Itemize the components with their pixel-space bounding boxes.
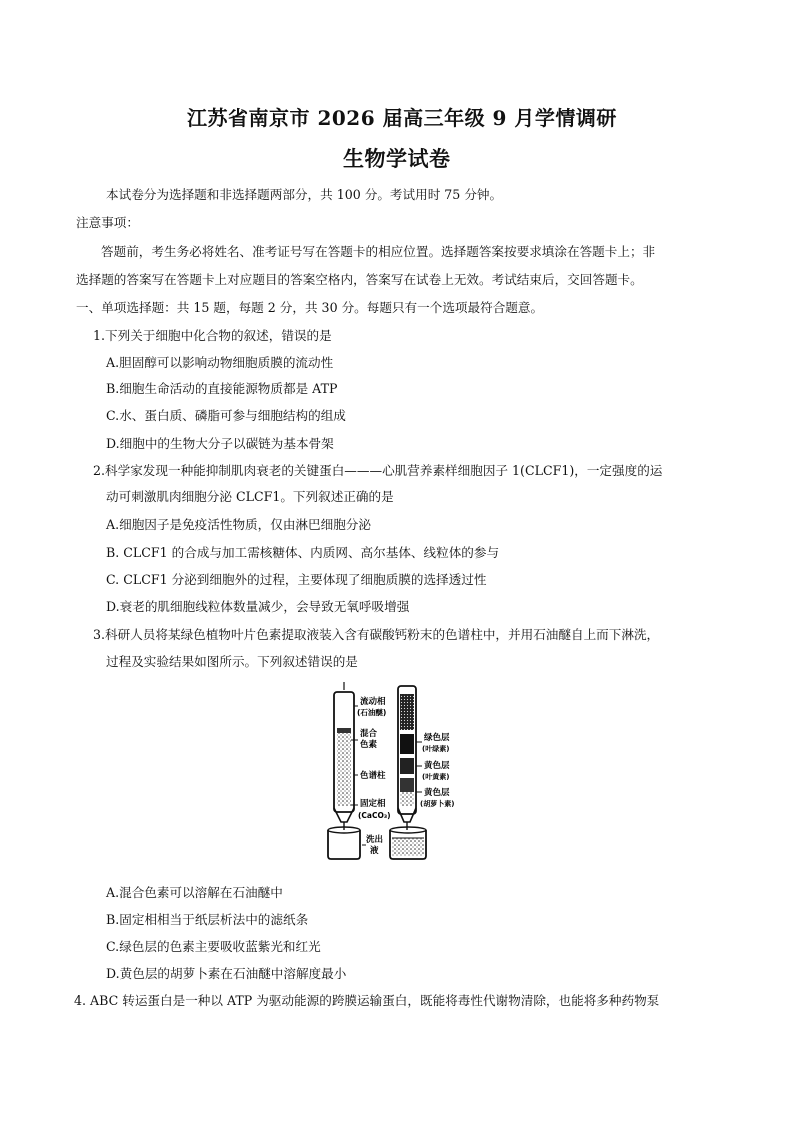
label-mixed-2: 色素 bbox=[360, 740, 378, 750]
page-subtitle: 生物学试卷 bbox=[343, 146, 451, 171]
label-eluent: 洗出 bbox=[366, 835, 384, 845]
q2-option-b: B. CLCF1 的合成与加工需核糖体、内质网、高尔基体、线粒体的参与 bbox=[106, 545, 500, 560]
q3-option-a: A.混合色素可以溶解在石油醚中 bbox=[106, 885, 283, 900]
q3-option-d: D.黄色层的胡萝卜素在石油醚中溶解度最小 bbox=[106, 966, 347, 981]
notice-heading: 注意事项： bbox=[76, 215, 139, 230]
q1-option-c: C.水、蛋白质、磷脂可参与细胞结构的组成 bbox=[106, 408, 346, 423]
q1-option-b: B.细胞生命活动的直接能源物质都是 ATP bbox=[106, 381, 338, 396]
label-yellow-sub-2: (胡萝卜素) bbox=[420, 800, 455, 808]
intro-text: 本试卷分为选择题和非选择题两部分，共 100 分。考试用时 75 分钟。 bbox=[106, 187, 503, 202]
label-mobile-phase-sub: (石油醚) bbox=[357, 708, 387, 717]
q2-option-a: A.细胞因子是免疫活性物质，仅由淋巴细胞分泌 bbox=[106, 517, 371, 532]
notice-line-2: 选择题的答案写在答题卡上对应题目的答案空格内，答案写在试卷上无效。考试结束后，交回答题卡。 bbox=[76, 272, 643, 287]
label-green-layer: 绿色层 bbox=[424, 733, 450, 743]
right-column bbox=[390, 686, 426, 859]
q4-stem-line-1: 4. ABC 转运蛋白是一种以 ATP 为驱动能源的跨膜运输蛋白，既能将毒性代谢物清除，也能将多种药物泵 bbox=[74, 993, 660, 1008]
left-column bbox=[328, 682, 360, 859]
q1-stem: 1.下列关于细胞中化合物的叙述，错误的是 bbox=[93, 328, 332, 343]
page-title: 江苏省南京市 2026 届高三年级 9 月学情调研 bbox=[187, 106, 617, 130]
chromatography-figure bbox=[322, 680, 472, 865]
label-stationary: 固定相 bbox=[360, 799, 386, 809]
label-eluent-2: 液 bbox=[370, 846, 379, 856]
label-yellow-layer-2: 黄色层 bbox=[424, 788, 450, 798]
label-column: 色谱柱 bbox=[360, 771, 386, 781]
label-mobile-phase: 流动相 bbox=[360, 697, 386, 707]
q3-stem-line-1: 3.科研人员将某绿色植物叶片色素提取液装入含有碳酸钙粉末的色谱柱中，并用石油醚自上而下淋洗， bbox=[93, 627, 660, 642]
q2-stem-line-1: 2.科学家发现一种能抑制肌肉衰老的关键蛋白———心肌营养素样细胞因子 1(CLCF1)，一定强度的运 bbox=[93, 463, 663, 478]
q3-option-c: C.绿色层的色素主要吸收蓝紫光和红光 bbox=[106, 939, 321, 954]
q2-option-d: D.衰老的肌细胞线粒体数量减少，会导致无氧呼吸增强 bbox=[106, 599, 410, 614]
label-mixed: 混合 bbox=[360, 729, 378, 739]
label-yellow-layer-1: 黄色层 bbox=[424, 761, 450, 771]
label-green-sub: (叶绿素) bbox=[422, 745, 450, 753]
label-stationary-sub: (CaCO₃) bbox=[358, 811, 391, 820]
label-yellow-sub-1: (叶黄素) bbox=[422, 773, 450, 781]
q2-option-c: C. CLCF1 分泌到细胞外的过程，主要体现了细胞质膜的选择透过性 bbox=[106, 572, 487, 587]
q2-stem-line-2: 动可刺激肌肉细胞分泌 CLCF1。下列叙述正确的是 bbox=[106, 489, 394, 504]
q3-stem-line-2: 过程及实验结果如图所示。下列叙述错误的是 bbox=[106, 654, 358, 669]
q1-option-d: D.细胞中的生物大分子以碳链为基本骨架 bbox=[106, 436, 334, 451]
notice-line-1: 答题前，考生务必将姓名、准考证号写在答题卡的相应位置。选择题答案按要求填涂在答题卡上；非 bbox=[101, 244, 656, 259]
section-heading: 一、单项选择题：共 15 题，每题 2 分，共 30 分。每题只有一个选项最符合题意。 bbox=[76, 300, 544, 315]
q3-option-b: B.固定相相当于纸层析法中的滤纸条 bbox=[106, 912, 309, 927]
q1-option-a: A.胆固醇可以影响动物细胞质膜的流动性 bbox=[106, 355, 334, 370]
